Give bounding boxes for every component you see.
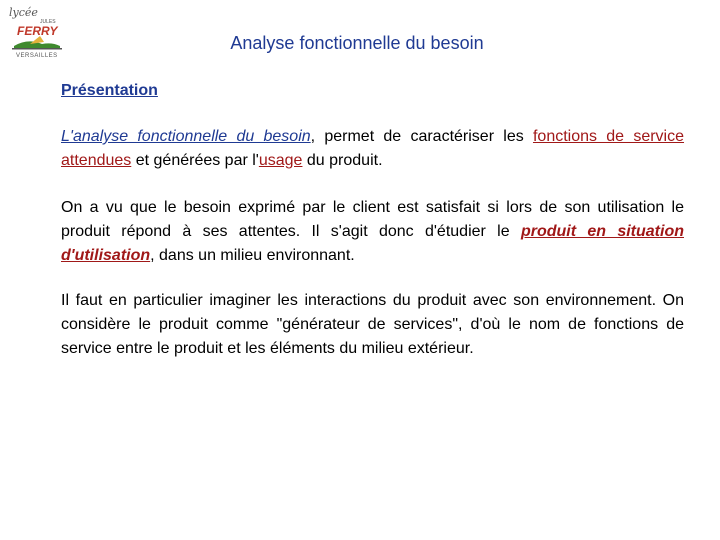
- highlight-analyse-fonctionnelle: L'analyse fonctionnelle du besoin: [61, 128, 311, 145]
- paragraph-1-text-a: , permet de caractériser les: [310, 128, 533, 145]
- paragraph-1: [61, 125, 684, 173]
- highlight-usage: usage: [258, 152, 303, 169]
- paragraph-2: [61, 196, 684, 268]
- logo-text-small: JULES: [40, 19, 56, 25]
- logo-text-bottom: VERSAILLES: [16, 53, 58, 59]
- paragraph-2-text-a: On a vu que le besoin exprimé par le client est satisfait si lors de son utilisation le produit répond à ses attentes. Il s'agit donc d'étudier le: [61, 199, 684, 240]
- highlight-produit-en-situation: produit en situation d'utilisation: [61, 223, 684, 264]
- paragraph-3: Il faut en particulier imaginer les interactions du produit avec son environnement. On considère le produit comme "générateur de services", d'où le nom de fonctions de service entre le produit et les éléments du milieu extérieur.: [61, 292, 684, 357]
- logo-text-main: FERRY: [17, 24, 58, 38]
- page-title: Analyse fonctionnelle du besoin: [230, 33, 484, 53]
- logo-text-top: lycée: [9, 6, 38, 19]
- paragraph-1-text-c: du produit.: [302, 152, 383, 169]
- paragraph-1-text-b: et générées par l': [131, 152, 259, 169]
- paragraph-2-text-b: , dans un milieu environnant.: [150, 247, 355, 264]
- section-heading: Présentation: [61, 82, 158, 99]
- highlight-fonctions-de-service: fonctions de service attendues: [61, 128, 685, 169]
